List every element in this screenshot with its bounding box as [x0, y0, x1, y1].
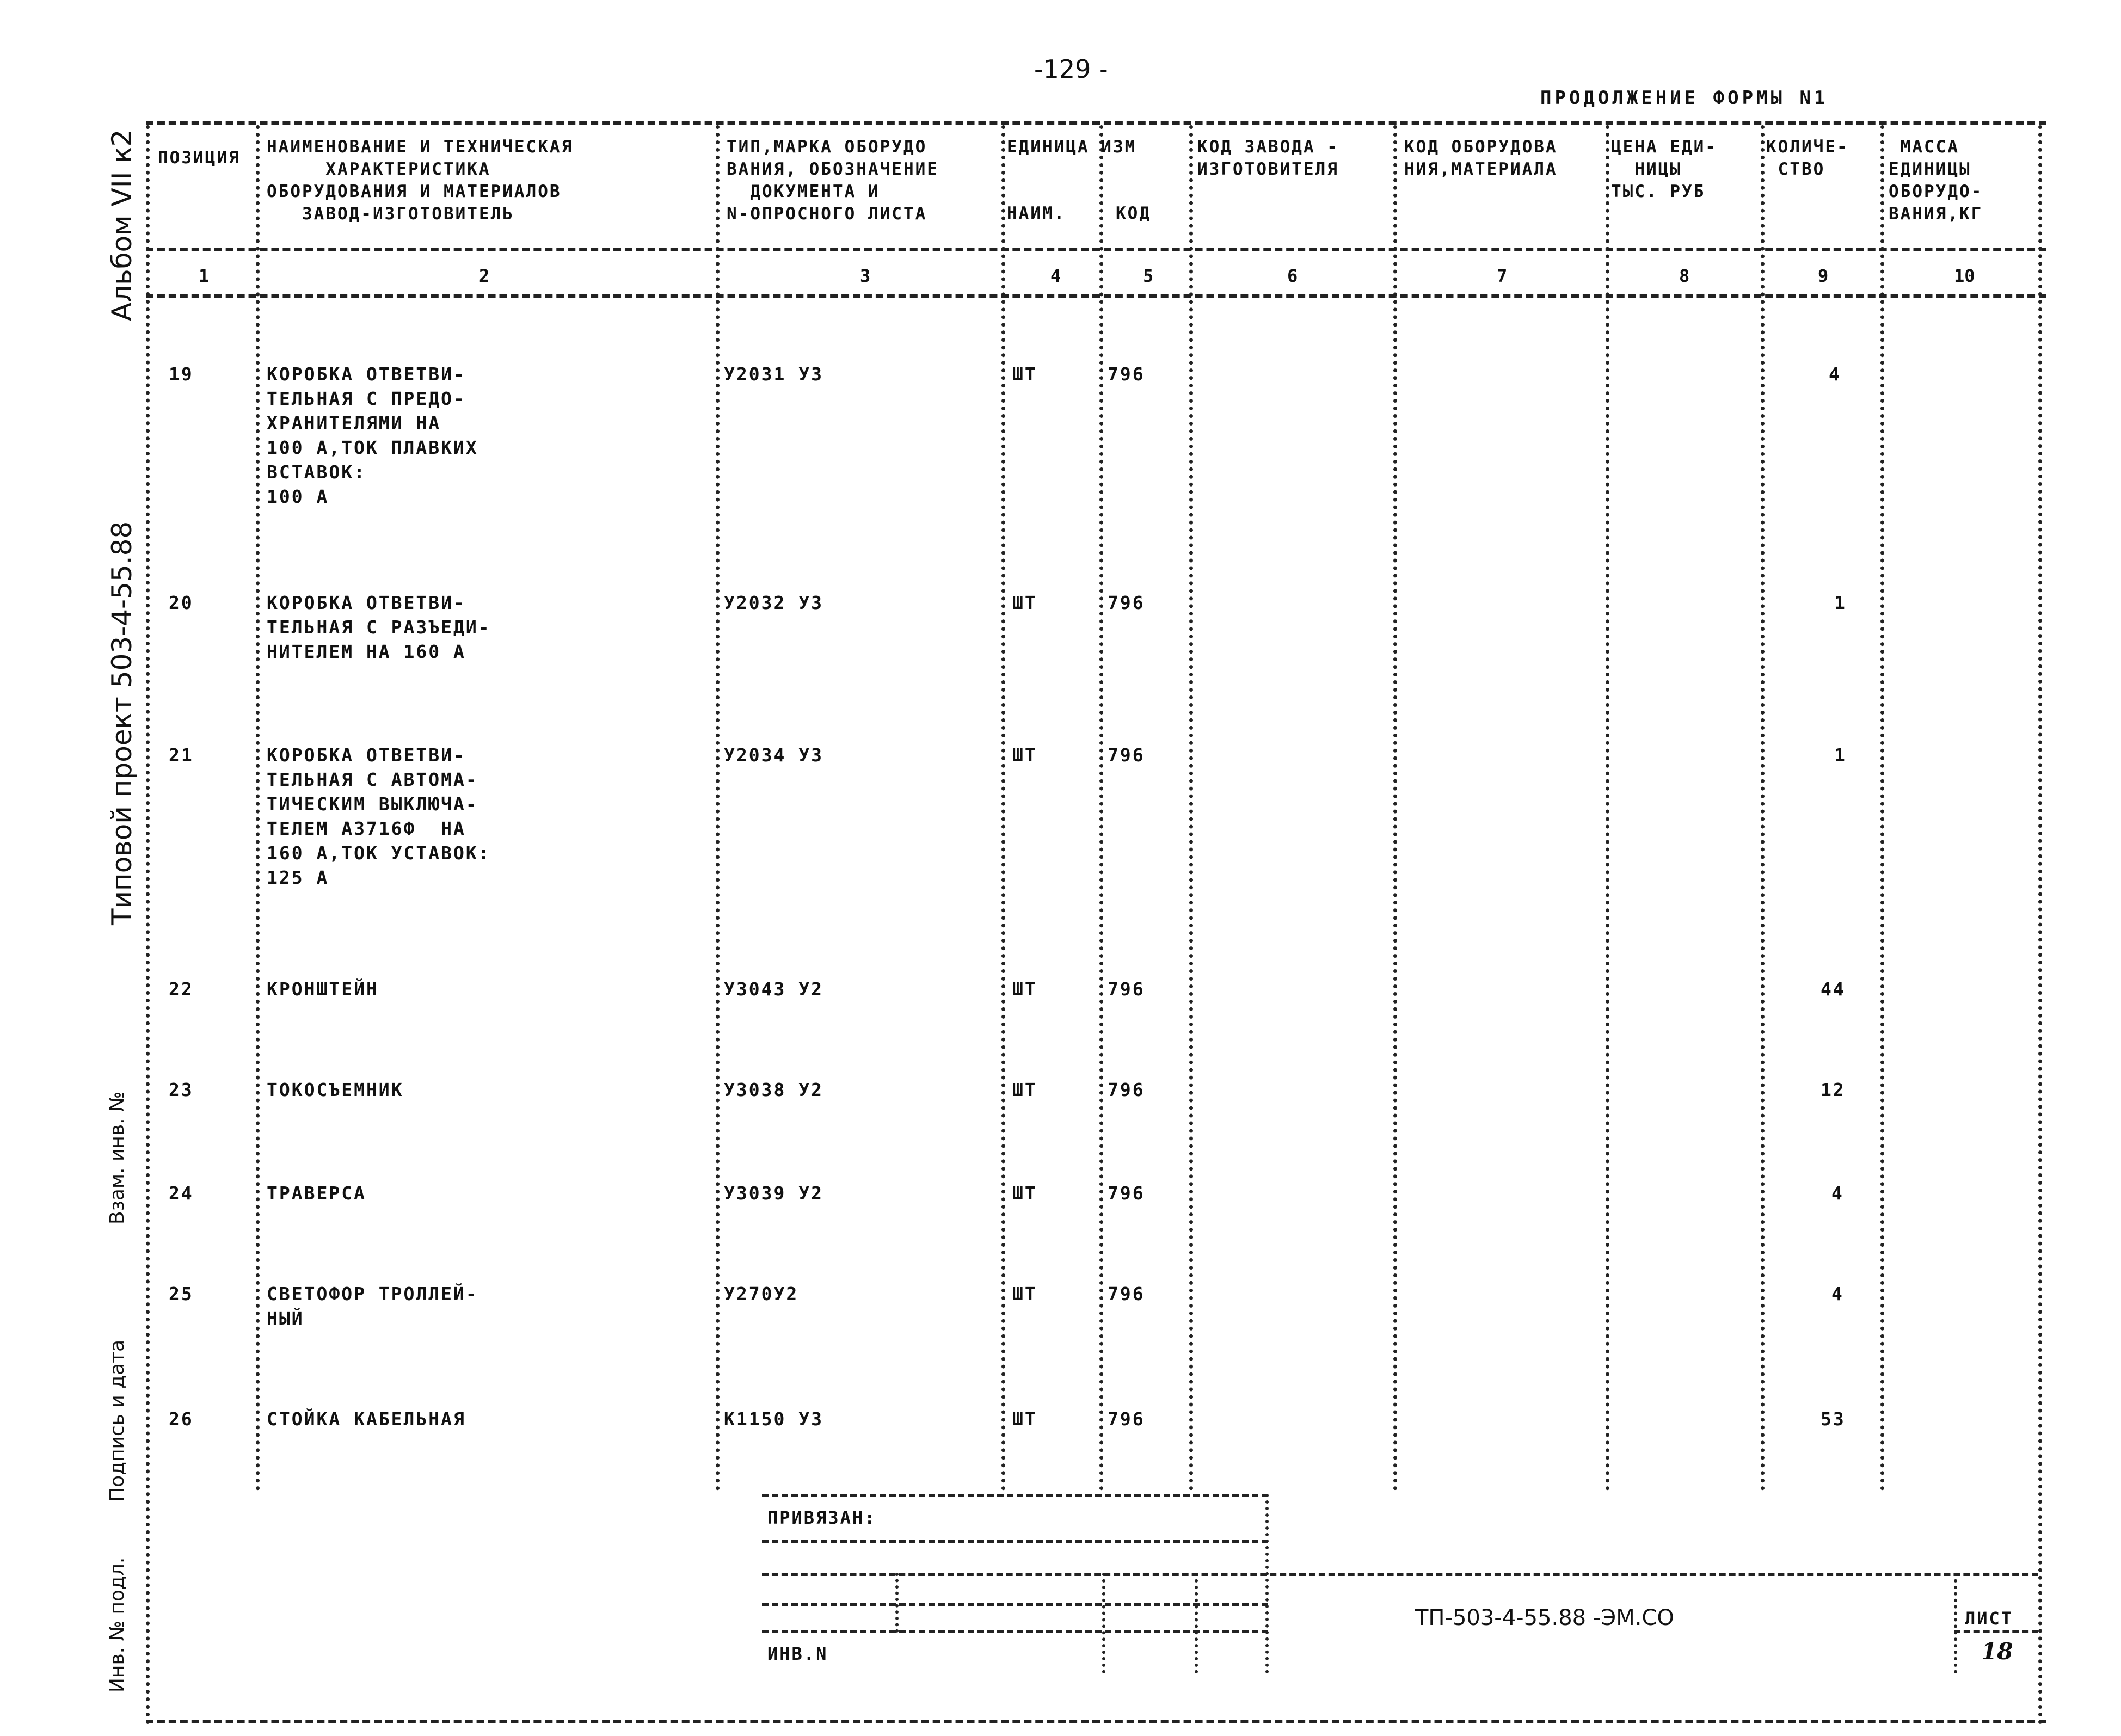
header-unit: ЕДИНИЦА ИЗМ — [1007, 137, 1137, 157]
row-unit: ШТ — [1012, 1079, 1037, 1100]
column-number: 10 — [1954, 266, 1975, 286]
header-name: НАИМЕНОВАНИЕ И ТЕХНИЧЕСКАЯ ХАРАКТЕРИСТИКА ОБОРУДОВАНИЯ И МАТЕРИАЛОВ ЗАВОД-ИЗГОТОВИТЕЛЬ — [267, 137, 574, 224]
col-divider — [1393, 125, 1397, 1491]
row-quantity: 1 — [1834, 744, 1847, 766]
row-quantity: 4 — [1831, 1183, 1844, 1204]
col-divider — [256, 125, 260, 1491]
header-quantity: КОЛИЧЕ- СТВО — [1766, 137, 1849, 179]
header-type: ТИП,МАРКА ОБОРУДО ВАНИЯ, ОБОЗНАЧЕНИЕ ДОКУМЕНТА И N-ОПРОСНОГО ЛИСТА — [727, 137, 939, 224]
stamp-divider — [1195, 1573, 1198, 1673]
stamp-line — [762, 1540, 1268, 1543]
row-unit: ШТ — [1012, 1183, 1037, 1204]
row-code: 796 — [1108, 978, 1145, 1000]
privyazan-label: ПРИВЯЗАН: — [767, 1507, 877, 1528]
column-number: 5 — [1143, 266, 1154, 286]
col-divider — [1880, 125, 1884, 1491]
row-quantity: 1 — [1834, 592, 1847, 613]
row-type: У2034 У3 — [724, 744, 823, 766]
row-type: У3038 У2 — [724, 1079, 823, 1100]
stamp-divider — [1954, 1573, 1957, 1673]
inv-podl-label: Инв. № подл. — [106, 1557, 128, 1692]
row-unit: ШТ — [1012, 364, 1037, 385]
project-label: Типовой проект 503-4-55.88 — [106, 521, 138, 925]
row-quantity: 12 — [1821, 1079, 1846, 1100]
col-divider — [1761, 125, 1765, 1491]
header-unit-price: ЦЕНА ЕДИ- НИЦЫ ТЫС. РУБ — [1611, 137, 1717, 201]
row-position: 25 — [169, 1283, 194, 1304]
row-unit: ШТ — [1012, 1283, 1037, 1304]
row-unit: ШТ — [1012, 978, 1037, 1000]
row-quantity: 4 — [1831, 1283, 1844, 1304]
row-code: 796 — [1108, 364, 1145, 385]
table-top-line — [146, 121, 2046, 125]
row-type: У2031 У3 — [724, 364, 823, 385]
row-quantity: 53 — [1821, 1408, 1846, 1430]
row-type: У270У2 — [724, 1283, 799, 1304]
row-position: 23 — [169, 1079, 194, 1100]
row-name: КОРОБКА ОТВЕТВИ- ТЕЛЬНАЯ С ПРЕДО- ХРАНИТЕЛЯМИ НА 100 А,ТОК ПЛАВКИХ ВСТАВОК: 100 А — [267, 364, 478, 507]
right-border — [2038, 125, 2042, 1725]
document-code: ТП-503-4-55.88 -ЭМ.СО — [1415, 1605, 1674, 1630]
col-divider — [1099, 125, 1103, 1491]
row-position: 26 — [169, 1408, 194, 1430]
stamp-line — [762, 1630, 1268, 1633]
header-mass: МАССА ЕДИНИЦЫ ОБОРУДО- ВАНИЯ,КГ — [1889, 137, 1983, 224]
column-number: 8 — [1679, 266, 1690, 286]
stamp-line — [762, 1494, 1268, 1497]
row-name: КРОНШТЕЙН — [267, 978, 379, 1000]
row-type: У2032 У3 — [724, 592, 823, 613]
header-equipment-code: КОД ОБОРУДОВА НИЯ,МАТЕРИАЛА — [1404, 137, 1558, 179]
row-name: КОРОБКА ОТВЕТВИ- ТЕЛЬНАЯ С АВТОМА- ТИЧЕСКИМ ВЫКЛЮЧА- ТЕЛЕМ А3716Ф НА 160 А,ТОК УСТАВОК: 125 А — [267, 744, 491, 888]
inv-number-label: ИНВ.N — [767, 1643, 828, 1664]
row-unit: ШТ — [1012, 1408, 1037, 1430]
sheet-label: ЛИСТ — [1965, 1608, 2014, 1629]
row-name: ТОКОСЪЕМНИК — [267, 1079, 404, 1100]
row-code: 796 — [1108, 592, 1145, 613]
col-divider — [1606, 125, 1609, 1491]
col-divider — [1001, 125, 1005, 1491]
row-code: 796 — [1108, 1079, 1145, 1100]
sheet-number: 18 — [1981, 1638, 2013, 1665]
column-number: 1 — [199, 266, 210, 286]
stamp-line — [762, 1603, 1268, 1606]
row-unit: ШТ — [1012, 744, 1037, 766]
stamp-divider — [1102, 1573, 1105, 1673]
column-number: 3 — [860, 266, 871, 286]
header-position: ПОЗИЦИЯ — [158, 148, 241, 168]
vzam-inv-label: Взам. инв. № — [106, 1091, 128, 1224]
column-number: 9 — [1818, 266, 1829, 286]
stamp-line — [762, 1573, 2038, 1576]
row-code: 796 — [1108, 744, 1145, 766]
continuation-label: ПРОДОЛЖЕНИЕ ФОРМЫ N1 — [1540, 87, 1829, 109]
row-name: СТОЙКА КАБЕЛЬНАЯ — [267, 1408, 466, 1430]
col-divider — [716, 125, 720, 1491]
header-plant-code: КОД ЗАВОДА - ИЗГОТОВИТЕЛЯ — [1197, 137, 1339, 179]
stamp-divider — [895, 1573, 899, 1633]
row-type: У3039 У2 — [724, 1183, 823, 1204]
col-divider — [1189, 125, 1193, 1491]
row-position: 21 — [169, 744, 194, 766]
row-code: 796 — [1108, 1183, 1145, 1204]
album-label: Альбом VII к2 — [106, 129, 138, 321]
left-border — [146, 125, 150, 1725]
row-quantity: 44 — [1821, 978, 1846, 1000]
header-unit-name: НАИМ. — [1007, 204, 1066, 223]
column-number: 7 — [1497, 266, 1508, 286]
row-position: 24 — [169, 1183, 194, 1204]
page-number: -129 - — [1034, 54, 1108, 84]
row-name: СВЕТОФОР ТРОЛЛЕЙ- НЫЙ — [267, 1283, 478, 1329]
column-number: 6 — [1287, 266, 1298, 286]
signature-date-label: Подпись и дата — [106, 1339, 128, 1502]
row-position: 22 — [169, 978, 194, 1000]
row-code: 796 — [1108, 1283, 1145, 1304]
row-code: 796 — [1108, 1408, 1145, 1430]
row-position: 20 — [169, 592, 194, 613]
row-position: 19 — [169, 364, 194, 385]
row-unit: ШТ — [1012, 592, 1037, 613]
column-number: 2 — [479, 266, 490, 286]
stamp-line — [1954, 1630, 2038, 1633]
table-bottom-line — [146, 1720, 2046, 1723]
stamp-divider — [1265, 1494, 1269, 1673]
row-type: К1150 У3 — [724, 1408, 823, 1430]
row-name: ТРАВЕРСА — [267, 1183, 366, 1204]
row-type: У3043 У2 — [724, 978, 823, 1000]
column-number: 4 — [1050, 266, 1061, 286]
row-quantity: 4 — [1829, 364, 1841, 385]
header-unit-code: КОД — [1116, 204, 1151, 223]
row-name: КОРОБКА ОТВЕТВИ- ТЕЛЬНАЯ С РАЗЪЕДИ- НИТЕЛЕМ НА 160 А — [267, 592, 491, 662]
